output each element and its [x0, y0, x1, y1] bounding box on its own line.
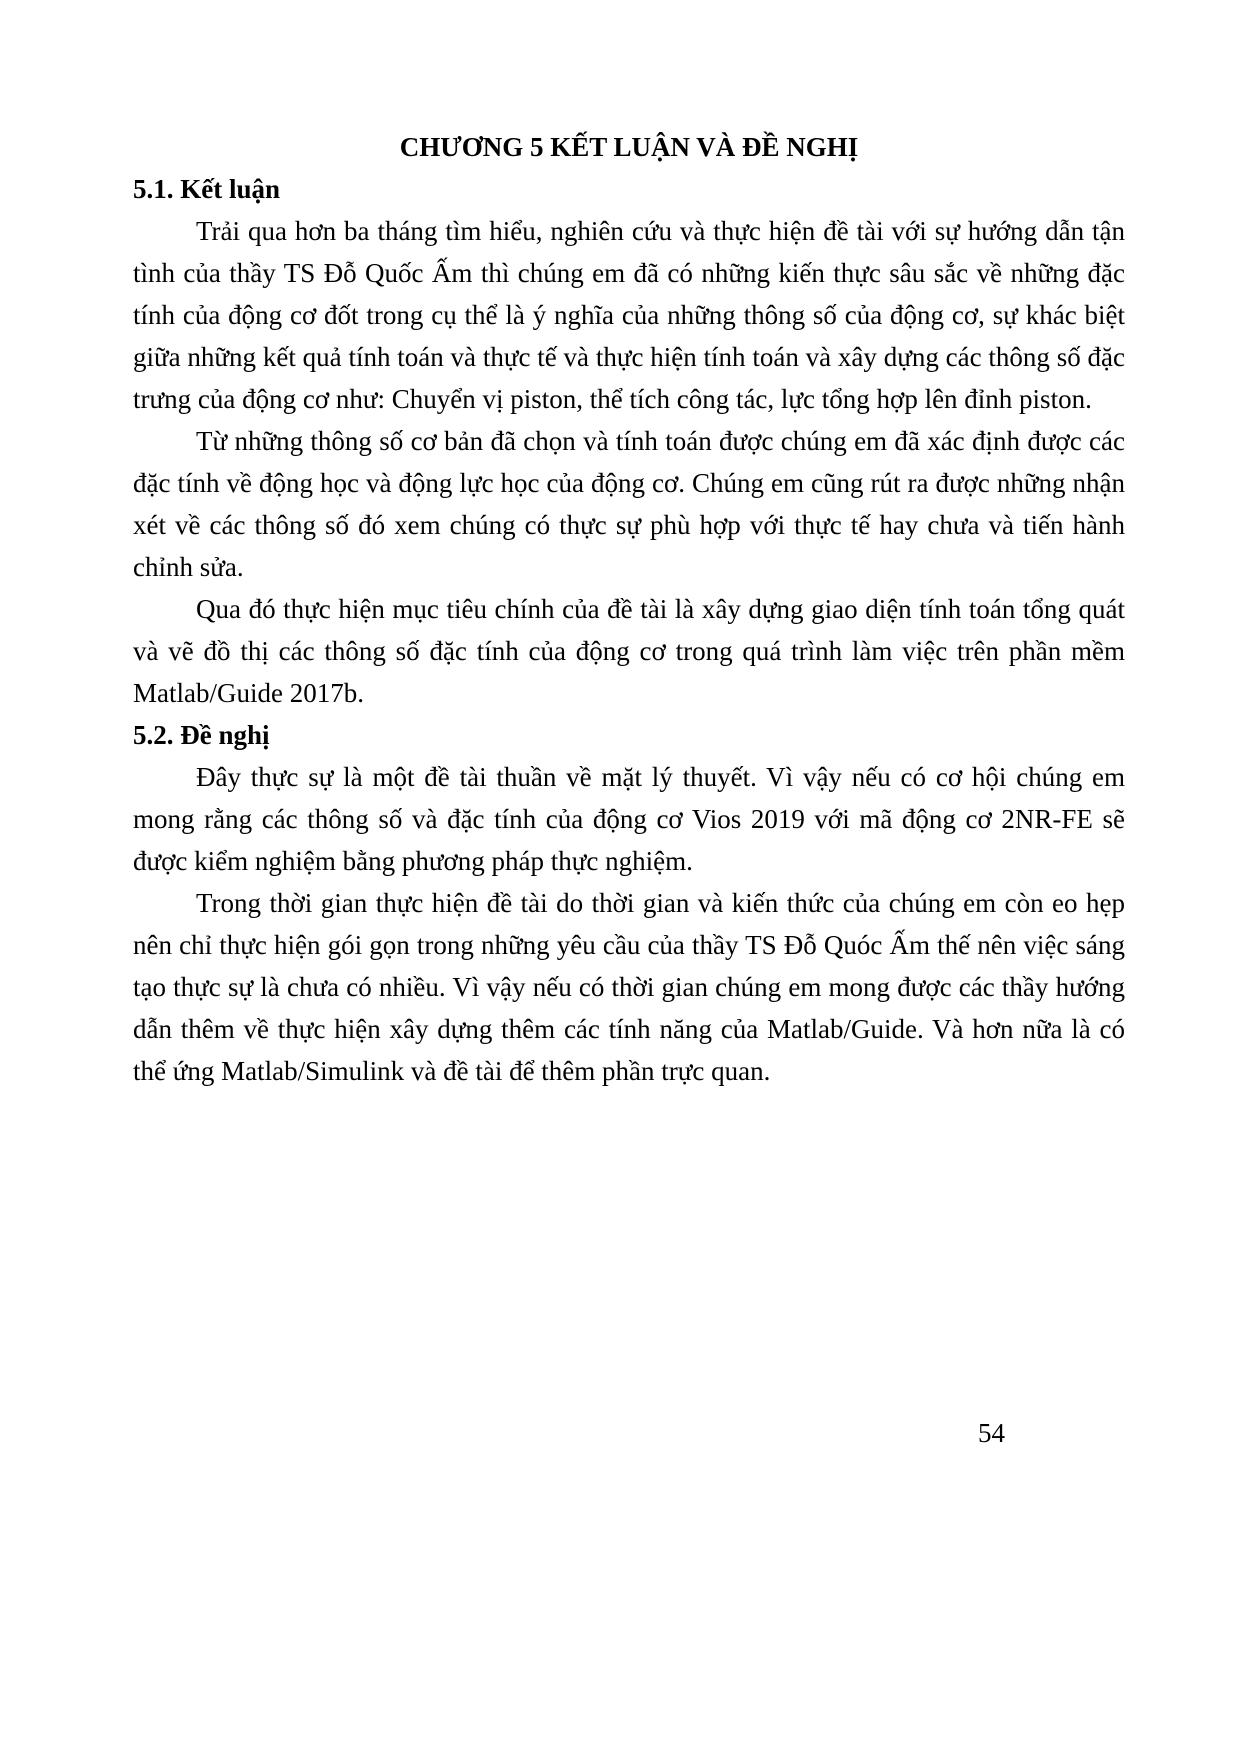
section-heading-de-nghi: 5.2. Đề nghị	[133, 720, 270, 750]
paragraph: Trải qua hơn ba tháng tìm hiểu, nghiên cứu và thực hiện đề tài với sự hướng dẫn tận tình của thầy TS Đỗ Quốc Ấm thì chúng em đã có những kiến thực sâu sắc về những đặc tính của động cơ đốt trong cụ thể là ý nghĩa của những thông số của động cơ, sự khác biệt giữa những kết quả tính toán và thực tế và thực hiện tính toán và xây dựng các thông số đặc trưng của động cơ như: Chuyển vị piston, thể tích công tác, lực tổng hợp lên đỉnh piston.	[133, 216, 1125, 414]
paragraph: Từ những thông số cơ bản đã chọn và tính toán được chúng em đã xác định được các đặc tính về động học và động lực học của động cơ. Chúng em cũng rút ra được những nhận xét về các thông số đó xem chúng có thực sự phù hợp với thực tế hay chưa và tiến hành chỉnh sửa.	[133, 426, 1125, 582]
page-title: CHƯƠNG 5 KẾT LUẬN VÀ ĐỀ NGHỊ	[399, 132, 859, 162]
paragraph: Trong thời gian thực hiện đề tài do thời gian và kiến thức của chúng em còn eo hẹp nên chỉ thực hiện gói gọn trong những yêu cầu của thầy TS Đỗ Quóc Ấm thế nên việc sáng tạo thực sự là chưa có nhiều. Vì vậy nếu có thời gian chúng em mong được các thầy hướng dẫn thêm về thực hiện xây dựng thêm các tính năng của Matlab/Guide. Và hơn nữa là có thể ứng Matlab/Simulink và đề tài để thêm phần trực quan.	[133, 888, 1125, 1086]
paragraph: Đây thực sự là một đề tài thuần về mặt lý thuyết. Vì vậy nếu có cơ hội chúng em mong rằng các thông số và đặc tính của động cơ Vios 2019 với mã động cơ 2NR-FE sẽ được kiểm nghiệm bằng phương pháp thực nghiệm.	[133, 762, 1125, 876]
section-heading-ket-luan: 5.1. Kết luận	[133, 174, 281, 204]
page-number: 54	[978, 1418, 1005, 1448]
paragraph: Qua đó thực hiện mục tiêu chính của đề tài là xây dựng giao diện tính toán tổng quát và vẽ đồ thị các thông số đặc tính của động cơ trong quá trình làm việc trên phần mềm Matlab/Guide 2017b.	[133, 594, 1125, 708]
